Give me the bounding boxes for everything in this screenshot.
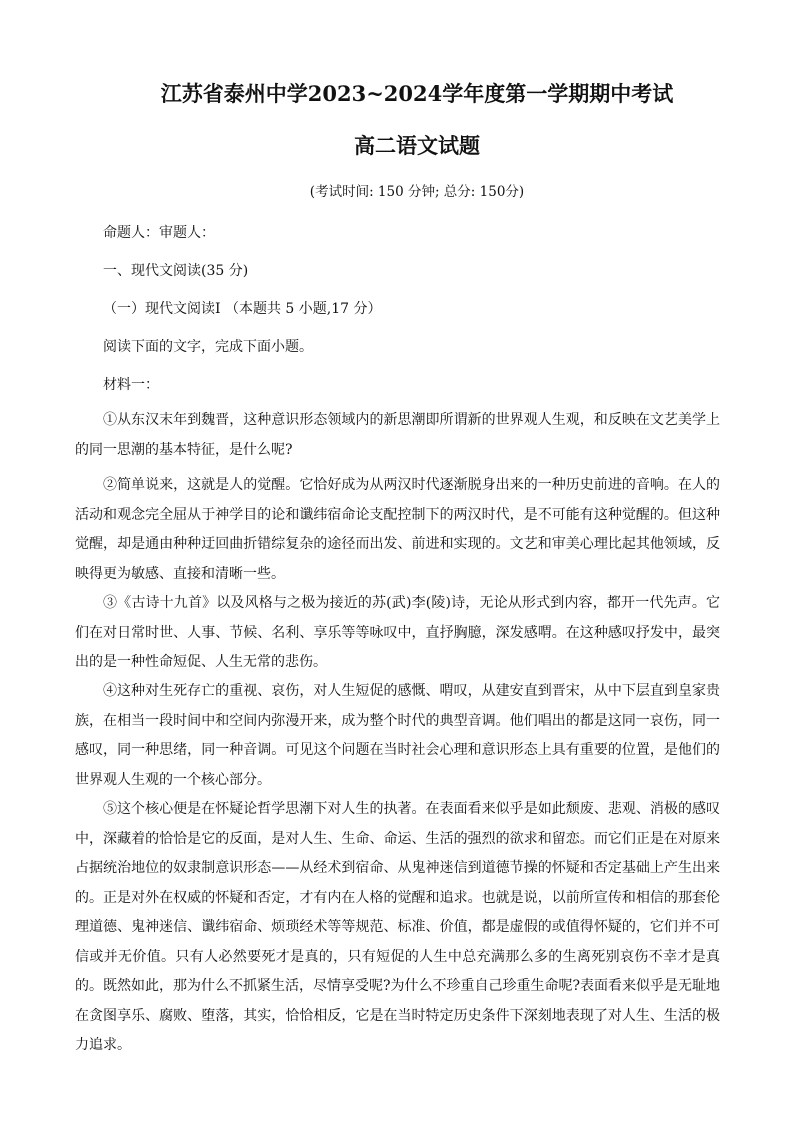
exam-info: (考试时间: 150 分钟; 总分: 150分) [309, 184, 525, 200]
material-label: 材料一： [103, 377, 159, 393]
paragraph-3: ③《古诗十九首》以及风格与之极为接近的苏(武)李(陵)诗，无论从形式到内容，都开一代先声。它们在对日常时世、人事、节候、名利、享乐等等咏叹中，直抒胸臆，深发感喟。在这种感叹抒发中，最突出的是一种性命短促、人生无常的悲伤。 [75, 595, 720, 670]
exam-subtitle: 高二语文试题 [354, 133, 480, 158]
paragraph-2: ②简单说来，这就是人的觉醒。它恰好成为从两汉时代逐渐脱身出来的一种历史前进的音响。在人的活动和观念完全屈从于神学目的论和谶纬宿命论支配控制下的两汉时代，是不可能有这种觉醒的。但这种觉醒，却是通由种种迂回曲折错综复杂的途径而出发、前进和实现的。文艺和审美心理比起其他领域，反映得更为敏感、直接和清晰一些。 [75, 477, 720, 582]
paragraph-5: ⑤这个核心便是在怀疑论哲学思潮下对人生的执著。在表面看来似乎是如此颓废、悲观、消极的感叹中，深藏着的恰恰是它的反面，是对人生、生命、命运、生活的强烈的欲求和留恋。而它们正是在对原来占据统治地位的奴隶制意识形态——从经术到宿命、从鬼神迷信到道德节操的怀疑和否定基础上产生出来的。正是对外在权威的怀疑和否定，才有内在人格的觉醒和追求。也就是说，以前所宣传和相信的那套伦理道德、鬼神迷信、谶纬宿命、烦琐经术等等规范、标准、价值，都是虚假的或值得怀疑的，它们并不可信或并无价值。只有人必然要死才是真的，只有短促的人生中总充满那么多的生离死别哀伤不幸才是真的。既然如此，那为什么不抓紧生活，尽情享受呢?为什么不珍重自己珍重生命呢?表面看来似乎是无耻地在贪图享乐、腐败、堕落，其实，恰恰相反，它是在当时特定历史条件下深刻地表现了对人生、生活的极力追求。 [75, 801, 721, 1053]
authors-line: 命题人：审题人： [103, 225, 215, 241]
paragraph-4: ④这种对生死存亡的重视、哀伤，对人生短促的感慨、喟叹，从建安直到晋宋，从中下层直到皇家贵族，在相当一段时间中和空间内弥漫开来，成为整个时代的典型音调。他们唱出的都是这同一哀伤，同一感叹，同一种思绪，同一种音调。可见这个问题在当时社会心理和意识形态上具有重要的位置，是他们的世界观人生观的一个核心部分。 [75, 683, 720, 788]
section-heading: 一、现代文阅读(35 分) [103, 263, 249, 279]
exam-title: 江苏省泰州中学2023~2024学年度第一学期期中考试 [160, 81, 674, 106]
instruction-line: 阅读下面的文字，完成下面小题。 [103, 339, 313, 355]
paragraph-1: ①从东汉末年到魏晋，这种意识形态领域内的新思潮即所谓新的世界观人生观，和反映在文艺美学上的同一思潮的基本特征，是什么呢? [75, 412, 720, 458]
subsection-heading: （一）现代文阅读Ⅰ （本题共 5 小题,17 分） [103, 301, 382, 317]
